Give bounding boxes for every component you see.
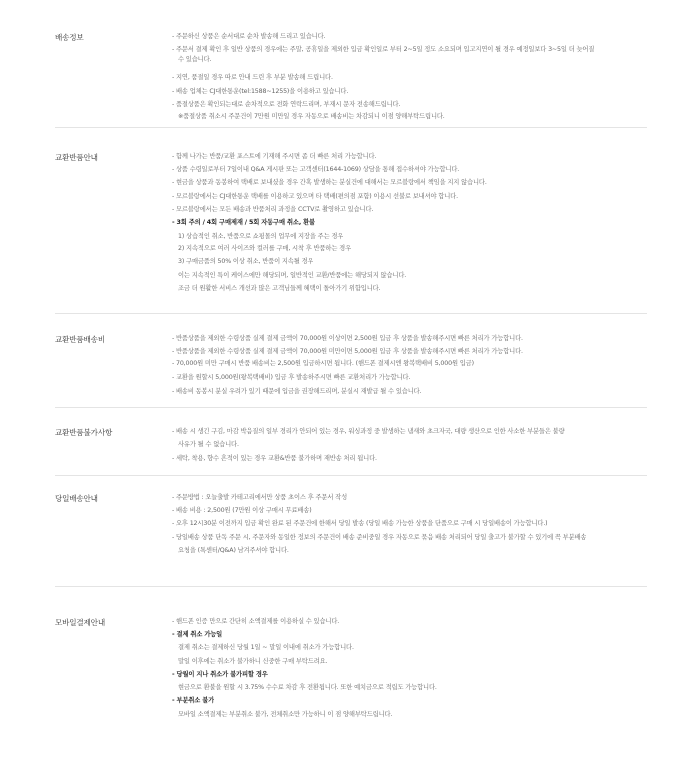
info-line: - 지연, 품절일 경우 따로 안내 드린 후 부분 발송해 드립니다. <box>172 74 333 81</box>
info-line: - 배송비 동봉시 분실 우려가 있기 때문에 입금을 권장해드리며, 분실시 재발급 될 수 있습니다. <box>172 388 422 395</box>
subheading-line: - 3회 주의 / 4회 구매제재 / 5회 자동구매 취소, 환불 <box>172 219 315 226</box>
info-line: - 상품 수령일로부터 7일이내 Q&A 게시판 또는 고객센터(1644-1069) 상담을 통해 접수하셔야 가능합니다. <box>172 166 460 173</box>
subheading-line: - 결제 취소 가능일 <box>172 631 223 638</box>
info-line: - 현금을 상품과 동봉하여 택배로 보내셨을 경우 간혹 발생하는 분실건에 대해서는 모르블랑에서 책임을 지지 않습니다. <box>172 179 487 186</box>
info-line: 이는 지속적인 특이 케이스에만 해당되며, 일반적인 교환/반품에는 해당되지 않습니다. <box>178 272 407 279</box>
info-line: - 반품상품을 제외한 수령상품 실제 결제 금액이 70,000원 미만이면 5,000원 입금 후 상품을 발송해주시면 빠른 처리가 가능합니다. <box>172 348 523 355</box>
info-line: 요청을 (톡센터/Q&A) 남겨주셔야 합니다. <box>178 547 289 554</box>
info-line: 3) 구매금품의 50% 이상 취소, 반품이 지속될 경우 <box>178 258 314 265</box>
info-line: - 함께 나가는 반품/교환 포스트에 기재해 주시면 좀 더 빠른 처리 가능합니다. <box>172 153 377 160</box>
info-line: - 세탁, 착용, 향수 흔적이 있는 경우 교환&반품 불가하며 재반송 처리 됩니다. <box>172 455 377 462</box>
info-line: - 품절상품은 확인되는대로 순차적으로 전화 연락드리며, 부재시 문자 전송해드립니다. <box>172 101 401 108</box>
section-title: 교환반품안내 <box>55 153 98 162</box>
info-line: - 배송 업체는 CJ대한통운(tel:1588~1255)을 이용하고 있습니다. <box>172 88 349 95</box>
section-divider <box>55 127 647 128</box>
info-line: - 핸드폰 인증 만으로 간단히 소액결제를 이용하실 수 있습니다. <box>172 618 340 625</box>
info-line: - 모르블랑에서는 CJ대한통운 택배를 이용하고 있으며 타 택배(편의점 포함) 이용시 선불로 보내셔야 합니다. <box>172 193 458 200</box>
info-line: 결제 취소는 결제하신 당월 1일 ~ 말일 이내에 취소가 가능합니다. <box>178 644 354 651</box>
section-title: 당일배송안내 <box>55 494 98 503</box>
section-title: 교환반품배송비 <box>55 335 105 344</box>
subheading-line: - 부분취소 불가 <box>172 697 215 704</box>
info-line: 2) 지속적으로 여러 사이즈와 컬러를 구매, 시착 후 반품하는 경우 <box>178 245 351 252</box>
info-line: - 배송 비용 : 2,500원 (7만원 이상 구매시 무료배송) <box>172 507 312 514</box>
info-line: - 반품상품을 제외한 수령상품 실제 결제 금액이 70,000원 이상이면 2,500원 입금 후 상품을 발송해주시면 빠른 처리가 가능합니다. <box>172 335 523 342</box>
section-title: 배송정보 <box>55 33 84 42</box>
section-divider <box>55 407 647 408</box>
info-line: - 70,000원 미만 구매시 반품 배송비는 2,500원 입금하시면 됩니다. (핸드폰 결제시엔 왕복택배비 5,000원 입금) <box>172 360 474 367</box>
info-line: 사유가 될 수 없습니다. <box>178 441 239 448</box>
section-divider <box>55 475 647 476</box>
section-title: 교환반품불가사항 <box>55 428 113 437</box>
info-line: - 교환을 원할시 5,000원(왕복택배비) 입금 후 발송하주시면 빠른 교환처리가 가능합니다. <box>172 374 411 381</box>
info-line: - 모르블랑에서는 모든 배송과 반품처리 과정을 CCTV로 촬영하고 있습니다. <box>172 206 374 213</box>
info-line: 말일 이후에는 취소가 불가하니 신중한 구매 부탁드려요. <box>178 658 328 665</box>
info-line: 1) 상습적인 취소, 반품으로 쇼핑몰의 업무에 지장을 주는 경우 <box>178 233 344 240</box>
section-title: 모바일결제안내 <box>55 618 105 627</box>
subheading-line: - 당월이 지나 취소가 불가피할 경우 <box>172 671 268 678</box>
info-line: - 주문서 결제 확인 후 일반 상품의 경우에는 주말, 공휴일을 제외한 입금 확인일로 부터 2~5일 정도 소요되며 입고지연이 될 경우 예정일보다 3~5일 더 늦어질 <box>172 46 595 53</box>
info-line: - 배송 시 생긴 구김, 마감 박음질의 일부 경리가 안되어 있는 경우, 워싱과정 중 발생하는 냄새와 초크자국, 대량 생산으로 인한 사소한 부분들은 불량 <box>172 428 565 435</box>
section-divider <box>55 313 647 314</box>
info-line: 조금 더 원활한 서비스 개선과 많은 고객님들께 혜택이 돌아가기 위함입니다. <box>178 285 381 292</box>
info-line: 현금으로 환불을 원할 시 3.75% 수수료 차감 후 전환됩니다. 또한 예치금으로 적립도 가능합니다. <box>178 684 437 691</box>
info-line: ※품절상품 취소시 주문건이 7만원 미만일 경우 자동으로 배송비는 차감되니 이점 양해부탁드립니다. <box>178 113 445 120</box>
info-line: - 주문하신 상품은 순서대로 순차 발송해 드리고 있습니다. <box>172 33 326 40</box>
info-line: - 주문방법 : 오늘출발 카테고리에서만 상품 초이스 후 주문서 작성 <box>172 494 348 501</box>
info-line: 수 있습니다. <box>178 56 212 63</box>
info-line: 모바일 소액결제는 부분취소 불가, 전체취소만 가능하니 이 점 양해부탁드립니다. <box>178 711 393 718</box>
section-divider <box>55 586 647 587</box>
info-line: - 오후 12시30분 이전까지 입금 확인 완료 된 주문건에 한해서 당일 발송 (당일 배송 가능한 상품을 단품으로 구매 시 당일배송이 가능합니다.) <box>172 520 548 527</box>
info-line: - 당일배송 상품 단독 주문 시, 주문자와 동일한 정보의 주문건이 배송 준비중일 경우 자동으로 묶음 배송 처리되어 당일 출고가 불가할 수 있기에 꼭 부분배송 <box>172 534 587 541</box>
